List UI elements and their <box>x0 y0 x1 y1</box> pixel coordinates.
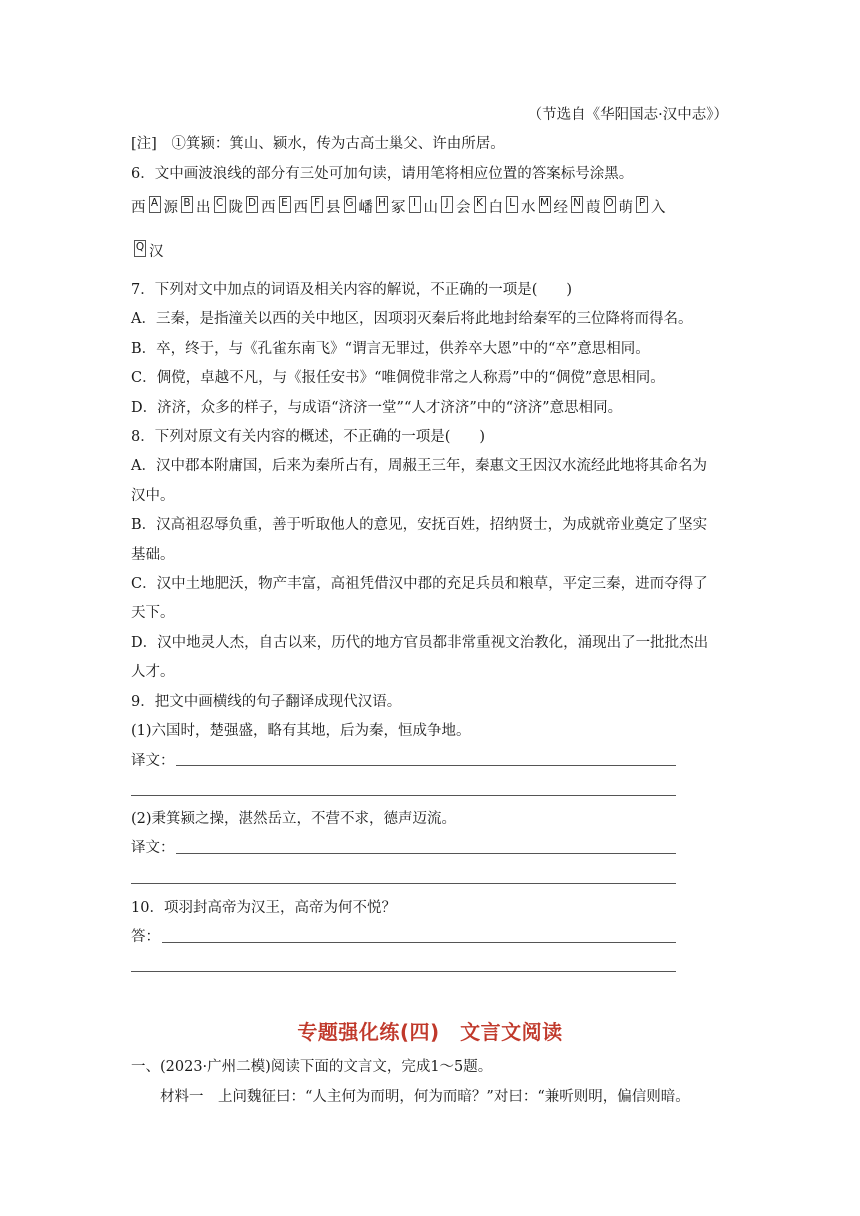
q6-character: 入 <box>651 200 666 216</box>
q8-option-c-line1: C．汉中土地肥沃，物产丰富，高祖凭借汉中郡的充足兵员和粮草，平定三秦，进而夺得了 <box>131 576 708 592</box>
q6-character: 县 <box>326 200 341 216</box>
answer-box-A[interactable]: A <box>149 196 161 213</box>
answer-box-M[interactable]: M <box>539 196 551 213</box>
q8-option-b-line2: 基础。 <box>131 547 175 563</box>
answer-box-E[interactable]: E <box>279 196 291 213</box>
q8-option-d-line1: D．汉中地灵人杰，自古以来，历代的地方官员都非常重视文治教化，涌现出了一批批杰出 <box>131 635 709 651</box>
q6-punctuation-row-2 <box>131 242 164 262</box>
q10-stem: 10．项羽封高帝为汉王，高帝为何不悦？ <box>131 900 396 916</box>
q6-character: 陇 <box>228 200 243 216</box>
q7-option-c: C．倜傥，卓越不凡，与《报任安书》“唯倜傥非常之人称焉”中的“倜傥”意思相同。 <box>131 370 665 386</box>
q6-character: 西 <box>261 200 276 216</box>
answer-box-C[interactable]: C <box>214 196 226 213</box>
answer-box-O[interactable]: O <box>604 196 616 213</box>
q6-character: 源 <box>163 200 178 216</box>
q6-character: 山 <box>423 200 438 216</box>
q7-option-b: B．卒，终于，与《孔雀东南飞》“谓言无罪过，供养卒大恩”中的“卒”意思相同。 <box>131 341 650 357</box>
q8-stem: 8．下列对原文有关内容的概述，不正确的一项是( ) <box>131 429 486 445</box>
q6-character: 西 <box>131 200 146 216</box>
material-one-opening: 材料一 上问魏征曰：“人主何为而明，何为而暗？”对曰：“兼听则明，偏信则暗。 <box>160 1089 690 1105</box>
q7-option-a: A．三秦，是指潼关以西的关中地区，因项羽灭秦后将此地封给秦军的三位降将而得名。 <box>131 311 693 327</box>
q6-character: 冢 <box>391 200 406 216</box>
q9-answer-line-2a[interactable] <box>176 853 676 854</box>
q10-answer-label: 答： <box>131 929 160 945</box>
answer-box-K[interactable]: K <box>474 196 486 213</box>
q9-sentence-2: (2)秉箕颍之操，湛然岳立，不营不求，德声迈流。 <box>131 811 457 827</box>
q6-character: 会 <box>456 200 471 216</box>
q9-answer-label-2: 译文： <box>131 840 175 856</box>
q6-character: 经 <box>553 200 568 216</box>
answer-box-L[interactable]: L <box>506 196 518 213</box>
q7-option-d: D．济济，众多的样子，与成语“济济一堂”“人才济济”中的“济济”意思相同。 <box>131 400 623 416</box>
q6-character: 葭 <box>586 200 601 216</box>
q6-punctuation-row-1 <box>131 198 666 218</box>
answer-box-D[interactable]: D <box>246 196 258 213</box>
q9-sentence-1: (1)六国时，楚强盛，略有其地，后为秦，恒成争地。 <box>131 723 471 739</box>
q9-answer-line-2b[interactable] <box>131 883 676 884</box>
answer-box-P[interactable]: P <box>636 196 648 213</box>
section-title: 专题强化练(四) 文言文阅读 <box>297 1020 563 1044</box>
section-intro: 一、(2023·广州二模)阅读下面的文言文，完成1～5题。 <box>131 1059 493 1075</box>
answer-box-I[interactable]: I <box>409 196 421 213</box>
answer-box-G[interactable]: G <box>344 196 356 213</box>
answer-box-H[interactable]: H <box>376 196 388 213</box>
q9-answer-line-1b[interactable] <box>131 795 676 796</box>
q9-answer-line-1a[interactable] <box>176 765 676 766</box>
q9-answer-label-1: 译文： <box>131 753 175 769</box>
q6-character: 出 <box>196 200 211 216</box>
q8-option-a-line2: 汉中。 <box>131 488 175 504</box>
q7-stem: 7．下列对文中加点的词语及相关内容的解说，不正确的一项是( ) <box>131 282 573 298</box>
answer-box-B[interactable]: B <box>181 196 193 213</box>
q10-answer-line-b[interactable] <box>131 971 676 972</box>
q6-character: 萌 <box>618 200 633 216</box>
q10-answer-line-a[interactable] <box>162 942 676 943</box>
answer-box-F[interactable]: F <box>311 196 323 213</box>
answer-box-J[interactable]: J <box>441 196 453 213</box>
q8-option-a-line1: A．汉中郡本附庸国，后来为秦所占有，周赧王三年，秦惠文王因汉水流经此地将其命名为 <box>131 458 707 474</box>
answer-box-N[interactable]: N <box>571 196 583 213</box>
q6-stem: 6．文中画波浪线的部分有三处可加句读，请用笔将相应位置的答案标号涂黑。 <box>131 166 634 182</box>
q6-character: 汉 <box>149 244 164 260</box>
answer-box-Q[interactable]: Q <box>134 240 146 257</box>
q8-option-d-line2: 人才。 <box>131 664 175 680</box>
q8-option-b-line1: B．汉高祖忍辱负重，善于听取他人的意见，安抚百姓，招纳贤士，为成就帝业奠定了坚实 <box>131 517 708 533</box>
q6-character: 嶓 <box>358 200 373 216</box>
q8-option-c-line2: 天下。 <box>131 605 175 621</box>
q6-character: 西 <box>293 200 308 216</box>
q6-character: 白 <box>488 200 503 216</box>
q6-character: 水 <box>521 200 536 216</box>
source-note: （节选自《华阳国志·汉中志》） <box>527 107 728 123</box>
annotation: [注] ①箕颍：箕山、颍水，传为古高士巢父、许由所居。 <box>131 136 505 152</box>
q9-stem: 9．把文中画横线的句子翻译成现代汉语。 <box>131 694 402 710</box>
